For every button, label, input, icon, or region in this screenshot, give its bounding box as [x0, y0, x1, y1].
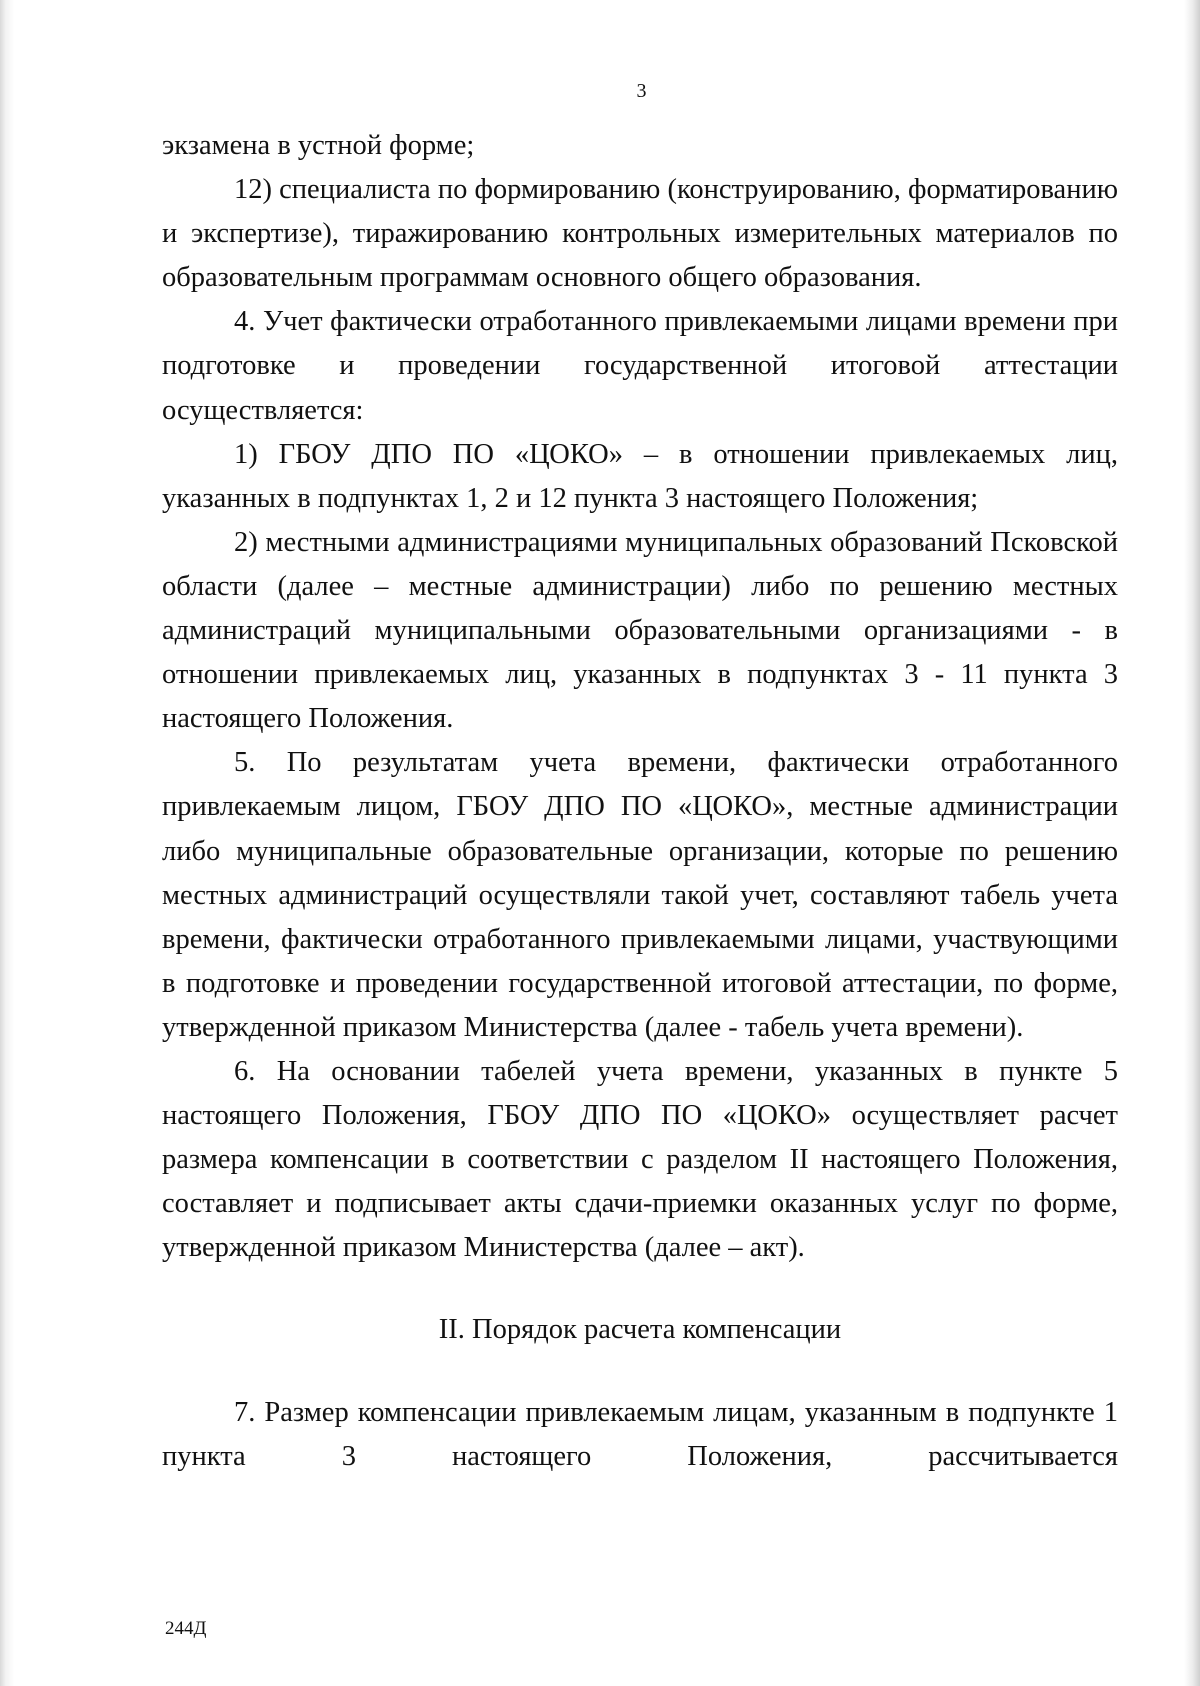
- paragraph-clause-5: 5. По результатам учета времени, фактически отработанного привлекаемым лицом, ГБОУ ДПО ПО «ЦОКО», местные администрации либо муниципальные образовательные организации, которые по решению местных администраций осуществляли такой учет, составляют табель учета времени, фактически отработанного привлекаемыми лицами, участвующими в подготовке и проведении государственной итоговой аттестации, по форме, утвержденной приказом Министерства (далее - табель учета времени).: [162, 747, 1118, 1043]
- paragraph-clause-7: 7. Размер компенсации привлекаемым лицам, указанным в подпункте 1 пункта 3 настоящего Положения, рассчитывается: [162, 1396, 1118, 1472]
- paragraph-item-12: 12) специалиста по формированию (конструированию, форматированию и экспертизе), тиражированию контрольных измерительных материалов по образовательным программам основного общего образования.: [162, 174, 1118, 294]
- paragraph-clause-4-item-1: 1) ГБОУ ДПО ПО «ЦОКО» – в отношении привлекаемых лиц, указанных в подпунктах 1, 2 и 12 пункта 3 настоящего Положения;: [162, 438, 1118, 514]
- document-code: 244Д: [165, 1618, 207, 1639]
- document-body: [162, 124, 1118, 1479]
- page-number: 3: [636, 80, 647, 102]
- paragraph-clause-4: 4. Учет фактически отработанного привлекаемыми лицами времени при подготовке и проведении государственной итоговой аттестации осуществляется:: [162, 306, 1118, 426]
- scan-edge-right: [1184, 0, 1200, 1686]
- section-heading: II. Порядок расчета компенсации: [438, 1314, 842, 1346]
- scan-edge-left: [0, 0, 14, 1686]
- paragraph-clause-6: 6. На основании табелей учета времени, указанных в пункте 5 настоящего Положения, ГБОУ ДПО ПО «ЦОКО» осуществляет расчет размера компенсации в соответствии с разделом II настоящего Положения, составляет и подписывает акты сдачи-приемки оказанных услуг по форме, утвержденной приказом Министерства (далее – акт).: [162, 1055, 1118, 1264]
- paragraph-clause-4-item-2: 2) местными администрациями муниципальных образований Псковской области (далее – местные администрации) либо по решению местных администраций муниципальными образовательными организациями - в отношении привлекаемых лиц, указанных в подпунктах 3 - 11 пункта 3 настоящего Положения.: [162, 526, 1118, 735]
- paragraph-exam-oral: экзамена в устной форме;: [162, 130, 475, 161]
